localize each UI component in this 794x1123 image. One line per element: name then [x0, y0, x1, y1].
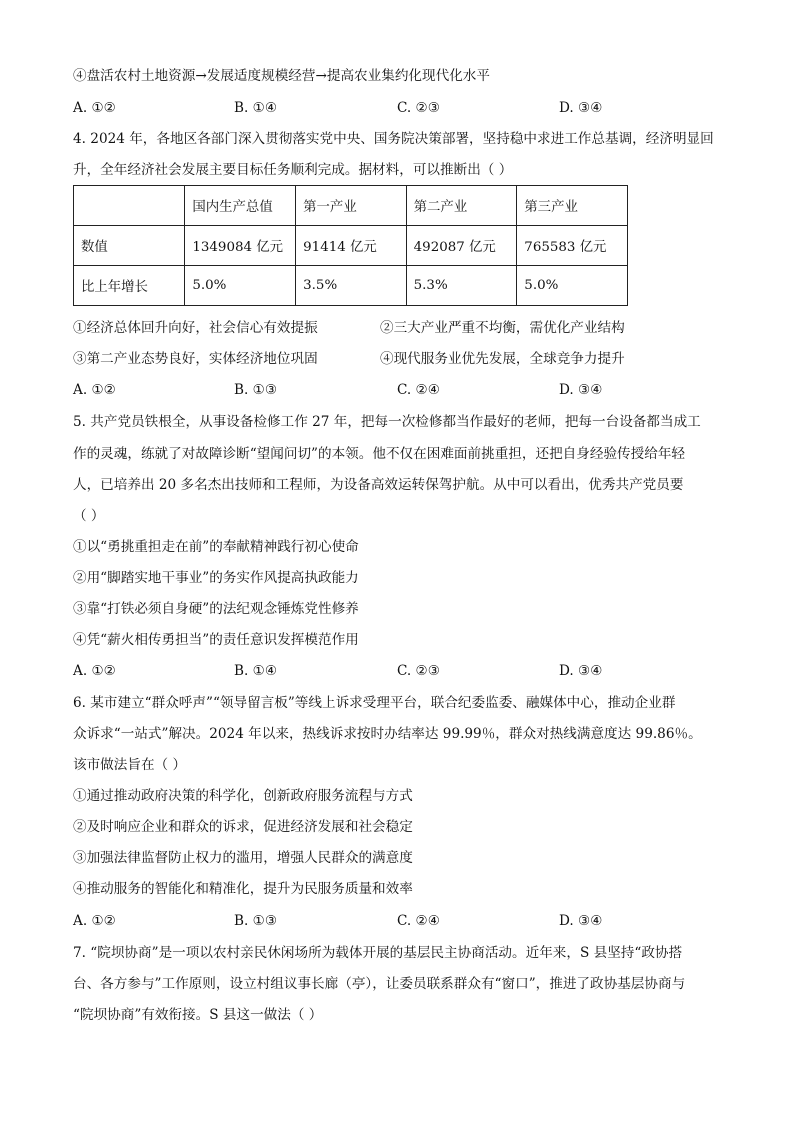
q5-option-b[interactable]: B. ①④	[234, 663, 278, 679]
q4-item-3: ③第二产业态势良好，实体经济地位巩固	[73, 351, 318, 367]
table-header-row	[74, 186, 628, 226]
q4-item-4: ④现代服务业优先发展，全球竞争力提升	[380, 351, 625, 367]
table-row	[74, 226, 628, 266]
q5-stem-line-1: 5. 共产党员铁根全，从事设备检修工作 27 年，把每一次检修都当作最好的老师，把每一台设备都当成工	[73, 414, 701, 430]
q7-stem-line-1: 7. “院坝协商”是一项以农村亲民休闲场所为载体开展的基层民主协商活动。近年来，S 县坚持“政协搭	[73, 945, 683, 961]
q3-option-a[interactable]: A. ①②	[73, 100, 116, 116]
table-cell: 492087 亿元	[406, 226, 517, 266]
q3-option-d[interactable]: D. ③④	[559, 100, 603, 116]
table-cell: 比上年增长	[74, 266, 185, 306]
q3-item-4: ④盘活农村土地资源→发展适度规模经营→提高农业集约化现代化水平	[73, 68, 490, 84]
q4-item-1: ①经济总体回升向好，社会信心有效提振	[73, 320, 318, 336]
q5-stem-line-4: （ ）	[73, 508, 105, 524]
table-row	[74, 266, 628, 306]
q5-stem-line-2: 作的灵魂，练就了对故障诊断“望闻问切”的本领。他不仅在困难面前挑重担，还把自身经验传授给年轻	[73, 446, 686, 462]
q5-option-a[interactable]: A. ①②	[73, 663, 116, 679]
q4-item-2: ②三大产业严重不均衡，需优化产业结构	[380, 320, 625, 336]
q6-stem-line-3: 该市做法旨在（ ）	[73, 757, 187, 773]
table-header-cell: 第二产业	[406, 186, 517, 226]
q6-stem-line-1: 6. 某市建立“群众呼声”“领导留言板”等线上诉求受理平台，联合纪委监委、融媒体中心，推动企业群	[73, 695, 676, 711]
q6-item-3: ③加强法律监督防止权力的滥用，增强人民群众的满意度	[73, 850, 413, 866]
q4-option-a[interactable]: A. ①②	[73, 382, 116, 398]
table-cell: 765583 亿元	[517, 226, 628, 266]
q6-item-4: ④推动服务的智能化和精准化，提升为民服务质量和效率	[73, 881, 413, 897]
q5-item-4: ④凭“薪火相传勇担当”的责任意识发挥模范作用	[73, 632, 359, 648]
table-cell: 数值	[74, 226, 185, 266]
q7-stem-line-2: 台、各方参与”工作原则，设立村组议事长廊（亭），让委员联系群众有“窗口”，推进了政协基层协商与	[73, 976, 686, 992]
table-cell: 3.5%	[296, 266, 407, 306]
q4-option-c[interactable]: C. ②④	[397, 382, 440, 398]
q3-options	[73, 98, 723, 118]
q6-item-2: ②及时响应企业和群众的诉求，促进经济发展和社会稳定	[73, 819, 413, 835]
q6-stem-line-2: 众诉求“一站式”解决。2024 年以来，热线诉求按时办结率达 99.99％，群众对热线满意度达 99.86％。	[73, 726, 702, 742]
table-header-cell: 国内生产总值	[185, 186, 296, 226]
q5-item-3: ③靠“打铁必须自身硬”的法纪观念锤炼党性修养	[73, 601, 359, 617]
q5-option-c[interactable]: C. ②③	[397, 663, 440, 679]
q4-options	[73, 380, 723, 400]
table-cell: 5.0%	[185, 266, 296, 306]
q3-option-b[interactable]: B. ①④	[234, 100, 278, 116]
q4-stem-line-2: 升，全年经济社会发展主要目标任务顺利完成。据材料，可以推断出（ ）	[73, 162, 513, 178]
table-header-cell: 第一产业	[296, 186, 407, 226]
table-cell: 91414 亿元	[296, 226, 407, 266]
table-cell: 5.0%	[517, 266, 628, 306]
table-cell: 1349084 亿元	[185, 226, 296, 266]
q6-option-d[interactable]: D. ③④	[559, 913, 603, 929]
q5-options	[73, 661, 723, 681]
q5-stem-line-3: 人，已培养出 20 多名杰出技师和工程师，为设备高效运转保驾护航。从中可以看出，优秀共产党员要	[73, 477, 684, 493]
q6-option-a[interactable]: A. ①②	[73, 913, 116, 929]
table-header-cell	[74, 186, 185, 226]
q7-stem-line-3: “院坝协商”有效衔接。S 县这一做法（ ）	[73, 1007, 323, 1023]
q4-option-b[interactable]: B. ①③	[234, 382, 278, 398]
q6-item-1: ①通过推动政府决策的科学化，创新政府服务流程与方式	[73, 788, 413, 804]
gdp-table	[73, 185, 628, 306]
q4-stem-line-1: 4. 2024 年，各地区各部门深入贯彻落实党中央、国务院决策部署，坚持稳中求进工作总基调，经济明显回	[73, 131, 714, 147]
table-header-cell: 第三产业	[517, 186, 628, 226]
q5-item-1: ①以“勇挑重担走在前”的奉献精神践行初心使命	[73, 539, 359, 555]
q3-option-c[interactable]: C. ②③	[397, 100, 440, 116]
q5-option-d[interactable]: D. ③④	[559, 663, 603, 679]
q5-item-2: ②用“脚踏实地干事业”的务实作风提高执政能力	[73, 570, 359, 586]
q6-option-b[interactable]: B. ①③	[234, 913, 278, 929]
q6-options	[73, 911, 723, 931]
q4-option-d[interactable]: D. ③④	[559, 382, 603, 398]
q6-option-c[interactable]: C. ②④	[397, 913, 440, 929]
table-cell: 5.3%	[406, 266, 517, 306]
